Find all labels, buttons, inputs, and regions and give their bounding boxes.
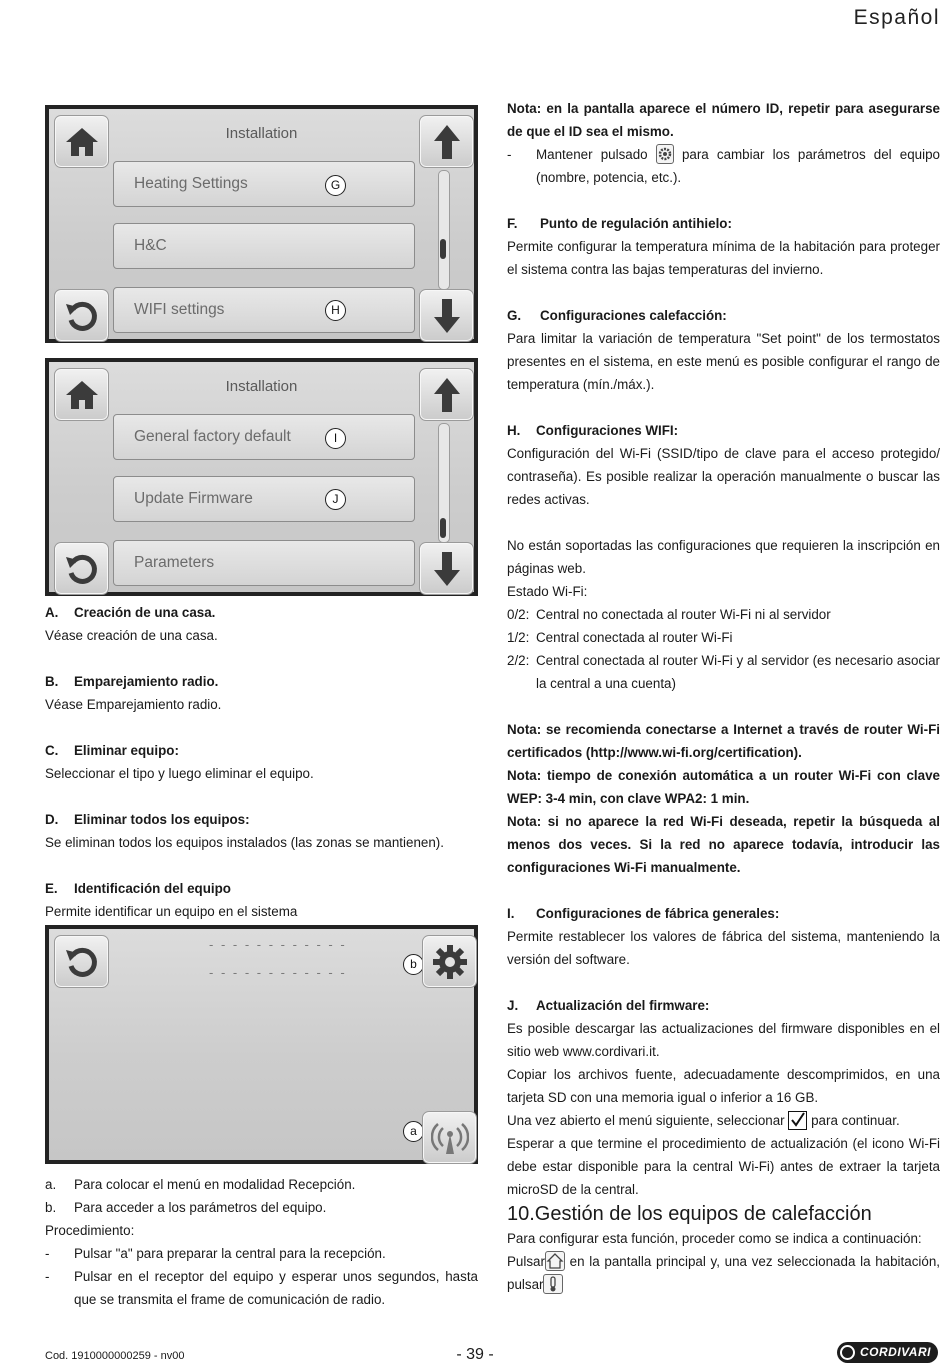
section-number: D. [45, 812, 59, 827]
settings-button[interactable] [422, 935, 477, 988]
scroll-thumb[interactable] [440, 518, 446, 538]
callout-b: b [403, 954, 424, 975]
wifi-state-1: Central conectada al router Wi-Fi [536, 630, 733, 645]
wifi-state-label: Estado Wi-Fi: [507, 584, 588, 599]
menu-item-update-firmware[interactable] [113, 476, 415, 522]
section-b-body: Véase Emparejamiento radio. [45, 697, 222, 712]
section-d-body: Se eliminan todos los equipos instalados (las zonas se mantienen). [45, 835, 444, 850]
back-button[interactable] [54, 289, 109, 342]
list-item-a: Para colocar el menú en modalidad Recepción. [74, 1177, 356, 1192]
list-marker: - [507, 147, 512, 162]
scroll-up-button[interactable] [419, 115, 474, 168]
back-button[interactable] [54, 935, 109, 988]
section-c-body: Seleccionar el tipo y luego eliminar el equipo. [45, 766, 314, 781]
section-number: B. [45, 674, 59, 689]
callout-g: G [325, 175, 346, 196]
section-number: E. [45, 881, 58, 896]
section-j-title: Actualización del firmware: [536, 998, 710, 1013]
scroll-up-button[interactable] [419, 368, 474, 421]
section-number: H. [507, 423, 521, 438]
section-10-intro: Para configurar esta función, proceder como se indica a continuación: [507, 1231, 922, 1246]
section-a-title: Creación de una casa. [74, 605, 216, 620]
section-10-text-pre: Pulsar [507, 1254, 545, 1269]
home-icon [545, 1251, 565, 1271]
installation-screen-1 [45, 105, 478, 343]
list-marker: 2/2: [507, 653, 530, 668]
back-button[interactable] [54, 542, 109, 595]
menu-item-label: Parameters [134, 554, 215, 571]
list-marker: - [45, 1246, 50, 1261]
section-h-body: Configuración del Wi-Fi (SSID/tipo de clave para el acceso protegido/ contraseña). Es posible realizar la operación manualmente o buscar las redes activas. [507, 446, 940, 507]
device-id-placeholder: - - - - - - - - - - - - [209, 937, 347, 952]
menu-item-heating-settings[interactable] [113, 161, 415, 207]
callout-i: I [325, 428, 346, 449]
menu-item-label: Update Firmware [134, 490, 253, 507]
brand-name: CORDIVARI [860, 1345, 931, 1359]
list-marker: 1/2: [507, 630, 530, 645]
section-f-title: Punto de regulación antihielo: [540, 216, 732, 231]
antenna-icon [431, 1120, 469, 1156]
scrollbar[interactable] [438, 170, 450, 290]
gear-icon [432, 944, 468, 980]
list-marker: a. [45, 1177, 57, 1192]
section-10-title: 10.Gestión de los equipos de calefacción [507, 1203, 872, 1225]
note-id: Nota: en la pantalla aparece el número ID, repetir para asegurarse de que el ID sea el mismo. [507, 101, 940, 139]
menu-item-wifi-settings[interactable] [113, 287, 415, 333]
screen-title: Installation [225, 125, 298, 142]
back-icon [64, 298, 100, 334]
section-number: I. [507, 906, 515, 921]
scroll-thumb[interactable] [440, 239, 446, 259]
section-number: J. [507, 998, 519, 1013]
section-f-body: Permite configurar la temperatura mínima de la habitación para proteger el sistema contra las bajas temperaturas del invierno. [507, 239, 940, 277]
callout-j: J [325, 489, 346, 510]
keep-pressed-post: para cambiar los parámetros del equipo (nombre, potencia, etc.). [536, 147, 940, 185]
section-number: C. [45, 743, 59, 758]
scroll-down-button[interactable] [419, 542, 474, 595]
menu-item-label: General factory default [134, 428, 291, 445]
section-j-body-4: Esperar a que termine el procedimiento de actualización (el icono Wi-Fi debe estar disponible para la central Wi-Fi) antes de extraer la tarjeta microSD de la central. [507, 1136, 940, 1197]
arrow-down-icon [432, 550, 462, 588]
callout-h: H [325, 300, 346, 321]
back-icon [64, 944, 100, 980]
section-10-text-mid: en la pantalla principal y, una vez seleccionada la habitación, pulsar [507, 1254, 940, 1292]
checkmark-icon [788, 1111, 807, 1130]
list-marker: b. [45, 1200, 57, 1215]
note-network-search: Nota: si no aparece la red Wi-Fi deseada, repetir la búsqueda al menos dos veces. Si la red no aparece todavía, introducir las configuraciones Wi-Fi manualmente. [507, 814, 940, 875]
back-icon [64, 551, 100, 587]
section-j-body-1: Es posible descargar las actualizaciones del firmware disponibles en el sitio web www.cordivari.it. [507, 1021, 940, 1059]
section-j-body-2: Copiar los archivos fuente, adecuadamente descomprimidos, en una tarjeta SD con una memoria igual o inferior a 16 GB. [507, 1067, 940, 1105]
gear-icon [656, 144, 674, 164]
language-label: Español [853, 6, 940, 29]
section-d-title: Eliminar todos los equipos: [74, 812, 250, 827]
page-number: - 39 - [456, 1346, 494, 1363]
arrow-down-icon [432, 297, 462, 335]
web-note: No están soportadas las configuraciones que requieren la inscripción en páginas web. [507, 538, 940, 576]
section-i-title: Configuraciones de fábrica generales: [536, 906, 780, 921]
menu-item-label: H&C [134, 237, 167, 254]
scroll-down-button[interactable] [419, 289, 474, 342]
wifi-state-2: Central conectada al router Wi-Fi y al servidor (es necesario asociar la central a una cuenta) [536, 653, 940, 691]
left-column-sections [45, 601, 478, 923]
scrollbar[interactable] [438, 423, 450, 543]
section-h-title: Configuraciones WIFI: [536, 423, 679, 438]
section-number: G. [507, 308, 522, 323]
section-j-body-3-post: para continuar. [811, 1113, 900, 1128]
brand-logo [837, 1342, 938, 1363]
device-name-placeholder: - - - - - - - - - - - - [209, 965, 347, 980]
procedure-step-1: Pulsar "a" para preparar la central para la recepción. [74, 1246, 386, 1261]
menu-item-parameters[interactable] [113, 540, 415, 586]
list-marker: - [45, 1269, 50, 1284]
arrow-up-icon [432, 376, 462, 414]
logo-mark-icon [840, 1345, 855, 1360]
device-identification-screen [45, 925, 478, 1164]
section-g-body: Para limitar la variación de temperatura "Set point" de los termostatos presentes en el sistema, en este menú es posible configurar el rango de temperatura (mín./máx.). [507, 331, 940, 392]
reception-mode-button[interactable] [422, 1111, 477, 1164]
section-i-body: Permite restablecer los valores de fábrica del sistema, manteniendo la versión del software. [507, 929, 940, 967]
procedure-step-2: Pulsar en el receptor del equipo y esperar unos segundos, hasta que se transmita el frame de comunicación de radio. [74, 1269, 478, 1307]
section-e-body: Permite identificar un equipo en el sistema [45, 904, 298, 919]
right-column [507, 97, 940, 1296]
callout-a: a [403, 1121, 424, 1142]
section-b-title: Emparejamiento radio. [74, 674, 219, 689]
list-item-b: Para acceder a los parámetros del equipo. [74, 1200, 327, 1215]
section-a-body: Véase creación de una casa. [45, 628, 218, 643]
menu-item-label: WIFI settings [134, 301, 225, 318]
section-j-body-3-pre: Una vez abierto el menú siguiente, seleccionar [507, 1113, 785, 1128]
menu-item-label: Heating Settings [134, 175, 248, 192]
section-e-title: Identificación del equipo [74, 881, 231, 896]
left-column-procedure [45, 1173, 478, 1311]
procedure-label: Procedimiento: [45, 1223, 135, 1238]
arrow-up-icon [432, 123, 462, 161]
section-number: A. [45, 605, 59, 620]
thermometer-icon [543, 1274, 563, 1294]
list-marker: 0/2: [507, 607, 530, 622]
document-code: Cod. 1910000000259 - nv00 [45, 1350, 185, 1362]
menu-item-general-factory-default[interactable] [113, 414, 415, 460]
section-g-title: Configuraciones calefacción: [540, 308, 727, 323]
keep-pressed-pre: Mantener pulsado [536, 147, 648, 162]
section-number: F. [507, 216, 518, 231]
menu-item-hc[interactable] [113, 223, 415, 269]
note-router: Nota: se recomienda conectarse a Internet a través de router Wi-Fi certificados (http://www.wi-fi.org/certification). [507, 722, 940, 760]
section-c-title: Eliminar equipo: [74, 743, 179, 758]
wifi-state-0: Central no conectada al router Wi-Fi ni al servidor [536, 607, 831, 622]
installation-screen-2 [45, 358, 478, 596]
screen-title: Installation [225, 378, 298, 395]
note-connection-time: Nota: tiempo de conexión automática a un router Wi-Fi con clave WEP: 3-4 min, con clave WPA2: 1 min. [507, 768, 940, 806]
